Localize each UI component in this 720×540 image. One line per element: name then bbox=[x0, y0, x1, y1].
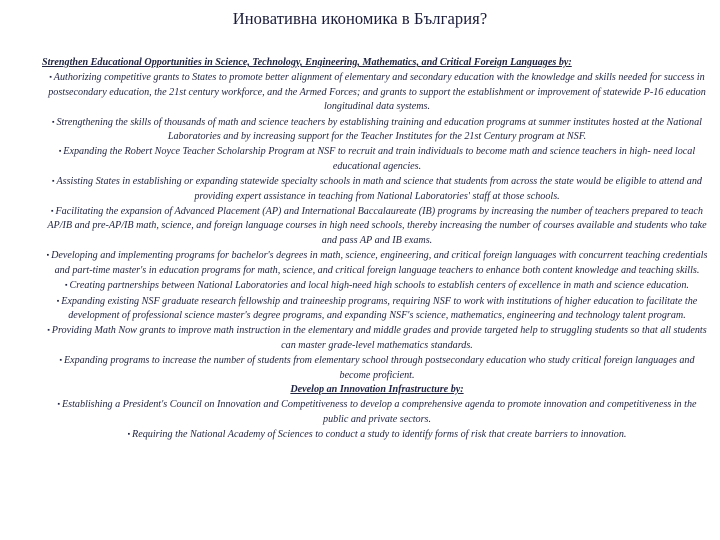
list-item-text: Expanding programs to increase the number of students from elementary school through postsecondary education who study critical foreign languages and become proficient. bbox=[63, 355, 695, 381]
list-item-text: Requiring the National Academy of Sciences to conduct a study to identify forms of risk that create barriers to innovation. bbox=[132, 429, 627, 441]
list-item bbox=[46, 70, 708, 114]
bullet-icon: ▪ bbox=[59, 356, 62, 365]
bullet-icon: ▪ bbox=[47, 326, 50, 335]
list-item-text: Authorizing competitive grants to States to promote better alignment of elementary and secondary education with the knowledge and skills needed for success in postsecondary education, the 21st century workforce, and the Armed Forces; and grants to support the establishment or improvement of statewide P-16 education longitudinal data systems. bbox=[48, 72, 706, 113]
list-item-text: Strengthening the skills of thousands of math and science teachers by establishing training and education programs at summer institutes hosted at the National Laboratories and by increasing support for the Teacher Institutes for the 21st Century program at NSF. bbox=[56, 116, 702, 143]
section-heading: Strengthen Educational Opportunities in Science, Technology, Engineering, Mathematics, and Critical Foreign Languages by: bbox=[42, 57, 572, 68]
list-item-text: Expanding the Robert Noyce Teacher Scholarship Program at NSF to recruit and train individuals to become math and science teachers in high- need local educational agencies. bbox=[63, 146, 696, 172]
list-item-text: Establishing a President's Council on Innovation and Competitiveness to develop a comprehensive agenda to promote innovation and competitiveness in the public and private sectors. bbox=[61, 399, 697, 425]
list-item bbox=[46, 278, 708, 293]
list-item-text: Facilitating the expansion of Advanced Placement (AP) and International Baccalaureate (IB) programs by increasing the number of teachers prepared to teach AP/IB and pre-AP/IB math, science, and foreign language courses in high need schools, thereby increasing the number of courses available and students who take and pass AP and IB exams. bbox=[47, 206, 707, 246]
bullet-icon: ▪ bbox=[51, 207, 54, 216]
list-item bbox=[46, 115, 708, 145]
bullet-icon: ▪ bbox=[127, 430, 131, 439]
list-item bbox=[46, 353, 708, 383]
bullet-icon: ▪ bbox=[58, 147, 62, 156]
bullet-icon: ▪ bbox=[46, 251, 50, 260]
section-heading: Develop an Innovation Infrastructure by: bbox=[290, 383, 464, 395]
list-item bbox=[46, 204, 708, 248]
list-item bbox=[46, 174, 708, 204]
list-item-text: Providing Math Now grants to improve math instruction in the elementary and middle grades and provide targeted help to struggling students so that all students can master grade-level mathematics standards. bbox=[51, 325, 707, 351]
list-item bbox=[46, 323, 708, 353]
list-item bbox=[46, 248, 708, 278]
list-item bbox=[46, 144, 708, 174]
bullet-icon: ▪ bbox=[52, 177, 55, 186]
list-item bbox=[46, 427, 708, 442]
list-item-text: Assisting States in establishing or expanding statewide specialty schools in math and science that students from across the state would be eligible to attend and providing expert assistance in teaching from National Laboratories' staff at those schools. bbox=[56, 176, 702, 202]
list-item-text: Creating partnerships between National Laboratories and local high-need high schools to establish centers of excellence in math and science education. bbox=[69, 280, 689, 292]
bullet-icon: ▪ bbox=[57, 400, 60, 409]
bullet-icon: ▪ bbox=[65, 281, 68, 290]
bullet-icon: ▪ bbox=[49, 73, 52, 82]
list-item bbox=[46, 294, 708, 324]
bullet-icon: ▪ bbox=[56, 296, 60, 305]
list-item-text: Developing and implementing programs for bachelor's degrees in math, science, engineering, and critical foreign languages with concurrent teaching credentials and part-time master's in education programs for math, science, and critical foreign language teachers to enhance both content knowledge and teaching skills. bbox=[51, 250, 708, 276]
list-item-text: Expanding existing NSF graduate research fellowship and traineeship programs, requiring NSF to work with institutions of higher education to facilitate the development of professional science master's degree programs, and expanding NSF's science, mathematics, engineering and technology talent program. bbox=[61, 295, 698, 321]
slide-title: Иновативна икономика в България? bbox=[232, 9, 488, 28]
slide-body bbox=[42, 56, 708, 443]
list-item bbox=[46, 397, 708, 427]
bullet-icon: ▪ bbox=[51, 117, 55, 126]
